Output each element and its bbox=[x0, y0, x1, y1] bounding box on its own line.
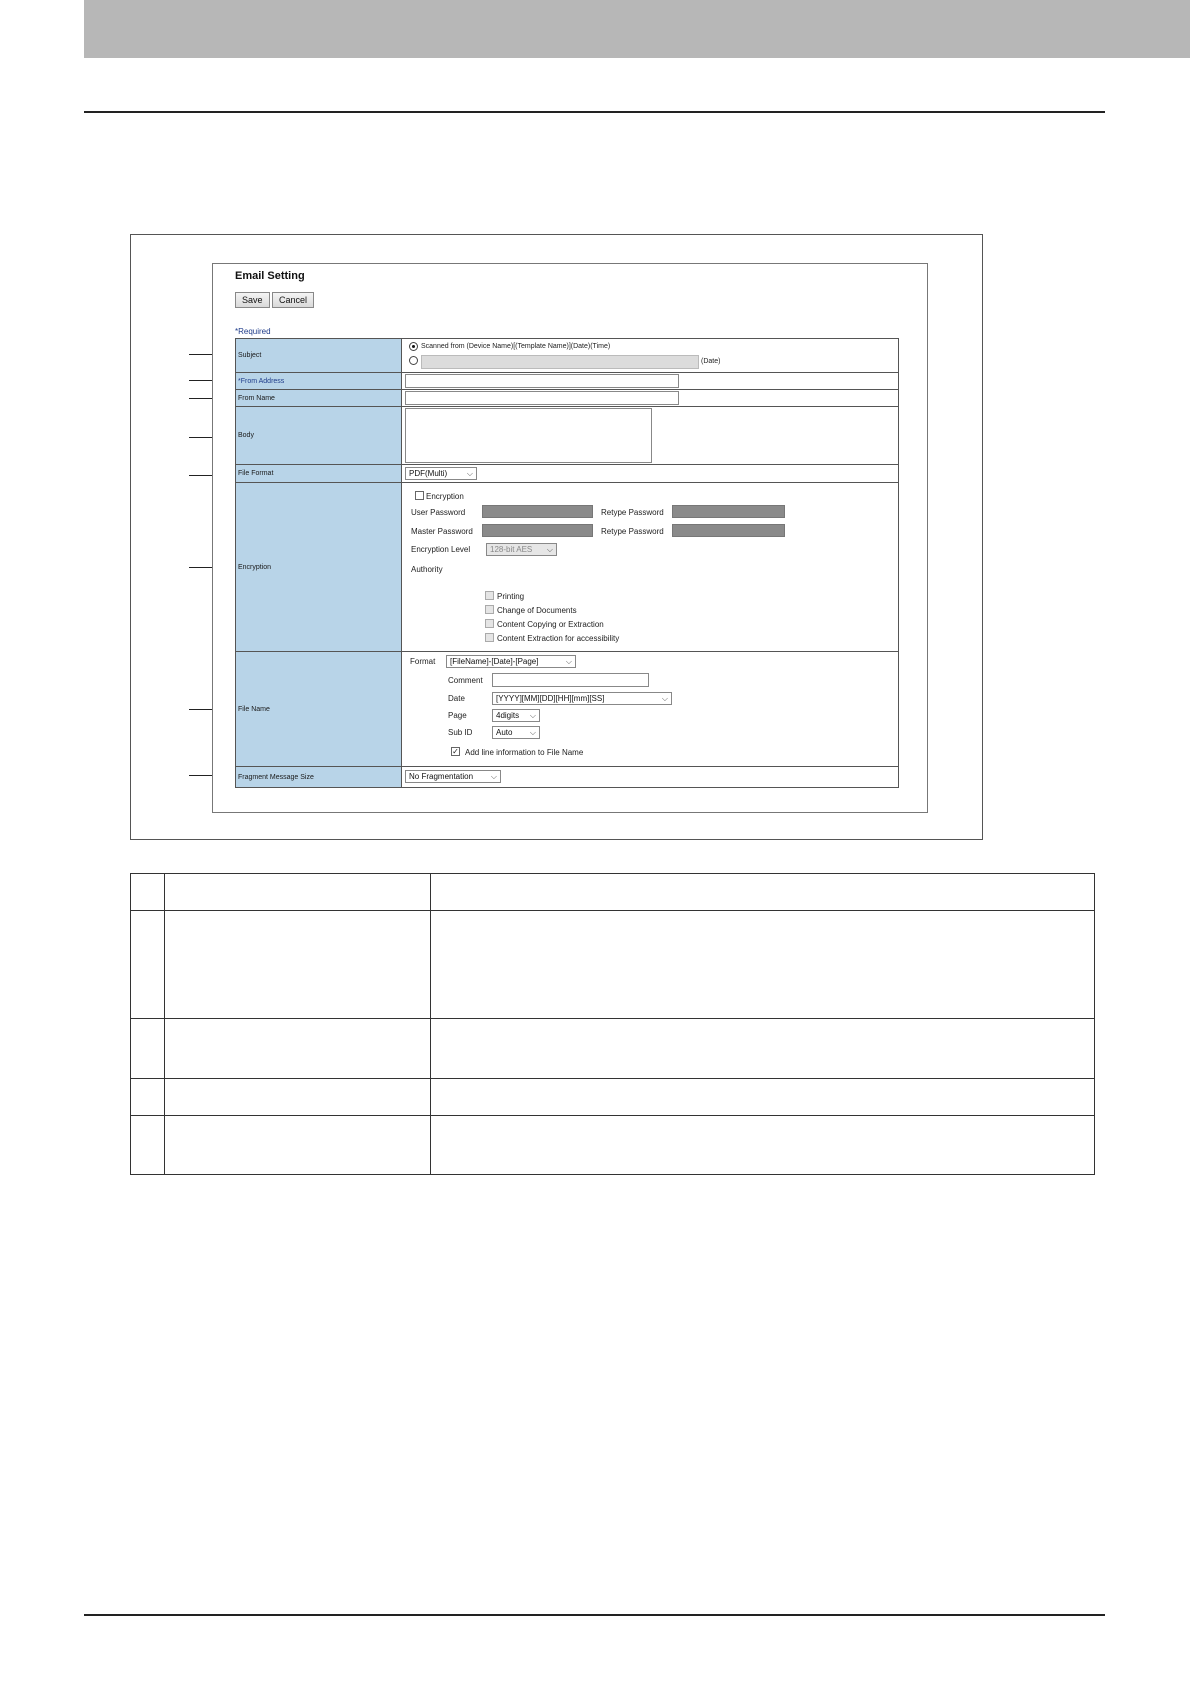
table-cell bbox=[131, 1079, 165, 1116]
label-body: Body bbox=[236, 407, 402, 464]
user-password-input[interactable] bbox=[482, 505, 593, 518]
subject-date-suffix: (Date) bbox=[701, 358, 721, 365]
user-password-label: User Password bbox=[411, 508, 466, 517]
table-row bbox=[131, 1116, 1095, 1175]
table-row bbox=[131, 911, 1095, 1019]
row-file-format bbox=[236, 465, 898, 483]
subject-default-radio[interactable] bbox=[409, 342, 418, 351]
content-copying-label: Content Copying or Extraction bbox=[497, 620, 604, 629]
label-file-name: File Name bbox=[236, 652, 402, 766]
page-title: Email Setting bbox=[235, 270, 305, 282]
body-textarea[interactable] bbox=[405, 408, 652, 463]
description-table bbox=[130, 873, 1095, 1175]
value-subject bbox=[403, 339, 898, 372]
label-fragment: Fragment Message Size bbox=[236, 767, 402, 787]
subject-default-label: Scanned from (Device Name)[(Template Name)](Date)(Time) bbox=[421, 343, 611, 350]
screenshot-frame bbox=[130, 234, 983, 840]
label-from-address: *From Address bbox=[236, 373, 402, 389]
master-password-label: Master Password bbox=[411, 527, 473, 536]
line-info-checkbox[interactable] bbox=[451, 747, 460, 756]
content-accessibility-label: Content Extraction for accessibility bbox=[497, 634, 620, 643]
from-address-input[interactable] bbox=[405, 374, 679, 388]
row-body bbox=[236, 407, 898, 465]
chevron-down-icon: ⌵ bbox=[490, 772, 497, 781]
value-file-name bbox=[403, 652, 898, 766]
value-fragment bbox=[403, 767, 898, 787]
sub-id-value: Auto bbox=[496, 728, 513, 737]
row-file-name bbox=[236, 652, 898, 767]
cancel-button[interactable]: Cancel bbox=[272, 292, 314, 308]
value-file-format bbox=[403, 465, 898, 482]
page-value: 4digits bbox=[496, 711, 520, 720]
line-info-label: Add line information to File Name bbox=[465, 748, 584, 757]
table-cell bbox=[131, 874, 165, 911]
subject-custom-input[interactable] bbox=[421, 355, 699, 369]
comment-label: Comment bbox=[448, 676, 483, 685]
table-cell bbox=[165, 1079, 431, 1116]
content-copying-checkbox[interactable] bbox=[485, 619, 494, 628]
content-accessibility-checkbox[interactable] bbox=[485, 633, 494, 642]
master-password-input[interactable] bbox=[482, 524, 593, 537]
retype-master-password-input[interactable] bbox=[672, 524, 785, 537]
settings-table bbox=[235, 338, 899, 788]
date-select[interactable] bbox=[492, 692, 672, 705]
table-cell bbox=[431, 1019, 1095, 1079]
table-cell bbox=[131, 1019, 165, 1079]
table-cell bbox=[165, 1019, 431, 1079]
authority-label: Authority bbox=[411, 565, 443, 574]
retype-password-label: Retype Password bbox=[601, 508, 664, 517]
chevron-down-icon: ⌵ bbox=[661, 694, 668, 703]
file-format-select[interactable] bbox=[405, 467, 477, 480]
page-label: Page bbox=[448, 711, 467, 720]
table-cell bbox=[131, 911, 165, 1019]
row-subject bbox=[236, 339, 898, 373]
fragment-select[interactable] bbox=[405, 770, 501, 783]
label-subject: Subject bbox=[236, 339, 402, 372]
value-from-name bbox=[403, 390, 898, 406]
subject-custom-radio[interactable] bbox=[409, 356, 418, 365]
table-cell bbox=[165, 1116, 431, 1175]
fragment-value: No Fragmentation bbox=[409, 772, 474, 781]
date-value: [YYYY][MM][DD][HH][mm][SS] bbox=[496, 694, 605, 703]
change-documents-label: Change of Documents bbox=[497, 606, 577, 615]
table-header-row bbox=[131, 874, 1095, 911]
retype-user-password-input[interactable] bbox=[672, 505, 785, 518]
chevron-down-icon: ⌵ bbox=[466, 469, 473, 478]
format-label: Format bbox=[410, 657, 436, 666]
from-name-input[interactable] bbox=[405, 391, 679, 405]
value-encryption bbox=[403, 483, 898, 651]
table-row bbox=[131, 1019, 1095, 1079]
change-documents-checkbox[interactable] bbox=[485, 605, 494, 614]
email-setting-panel bbox=[212, 263, 928, 813]
encryption-level-value: 128-bit AES bbox=[490, 545, 533, 554]
chevron-down-icon: ⌵ bbox=[565, 657, 572, 666]
page-select[interactable] bbox=[492, 709, 540, 722]
save-button[interactable]: Save bbox=[235, 292, 270, 308]
chevron-down-icon: ⌵ bbox=[529, 728, 536, 737]
row-encryption bbox=[236, 483, 898, 652]
chevron-down-icon: ⌵ bbox=[529, 711, 536, 720]
table-cell bbox=[431, 1079, 1095, 1116]
sub-id-label: Sub ID bbox=[448, 728, 473, 737]
encryption-level-label: Encryption Level bbox=[411, 545, 471, 554]
value-body bbox=[403, 407, 898, 464]
table-cell bbox=[431, 1116, 1095, 1175]
table-cell bbox=[165, 874, 431, 911]
row-from-address bbox=[236, 373, 898, 390]
table-row bbox=[131, 1079, 1095, 1116]
footer-divider bbox=[84, 1614, 1105, 1616]
sub-id-select[interactable] bbox=[492, 726, 540, 739]
printing-checkbox[interactable] bbox=[485, 591, 494, 600]
label-from-name: From Name bbox=[236, 390, 402, 406]
table-cell bbox=[165, 911, 431, 1019]
row-fragment bbox=[236, 767, 898, 787]
value-from-address bbox=[403, 373, 898, 389]
format-value: [FileName]-[Date]-[Page] bbox=[450, 657, 539, 666]
header-band bbox=[84, 0, 1190, 58]
encryption-checkbox-label: Encryption bbox=[426, 492, 464, 501]
format-select[interactable] bbox=[446, 655, 576, 668]
chevron-down-icon: ⌵ bbox=[546, 545, 553, 554]
file-format-value: PDF(Multi) bbox=[409, 469, 448, 478]
header-divider bbox=[84, 111, 1105, 113]
label-file-format: File Format bbox=[236, 465, 402, 482]
printing-label: Printing bbox=[497, 592, 525, 601]
required-note: *Required bbox=[235, 327, 271, 336]
row-from-name bbox=[236, 390, 898, 407]
table-cell bbox=[431, 911, 1095, 1019]
label-encryption: Encryption bbox=[236, 483, 402, 651]
check-icon: ✓ bbox=[452, 747, 459, 756]
retype-master-password-label: Retype Password bbox=[601, 527, 664, 536]
encryption-level-select[interactable] bbox=[486, 543, 557, 556]
encryption-checkbox[interactable] bbox=[415, 491, 424, 500]
table-cell bbox=[131, 1116, 165, 1175]
comment-input[interactable] bbox=[492, 673, 649, 687]
table-cell bbox=[431, 874, 1095, 911]
date-label: Date bbox=[448, 694, 465, 703]
